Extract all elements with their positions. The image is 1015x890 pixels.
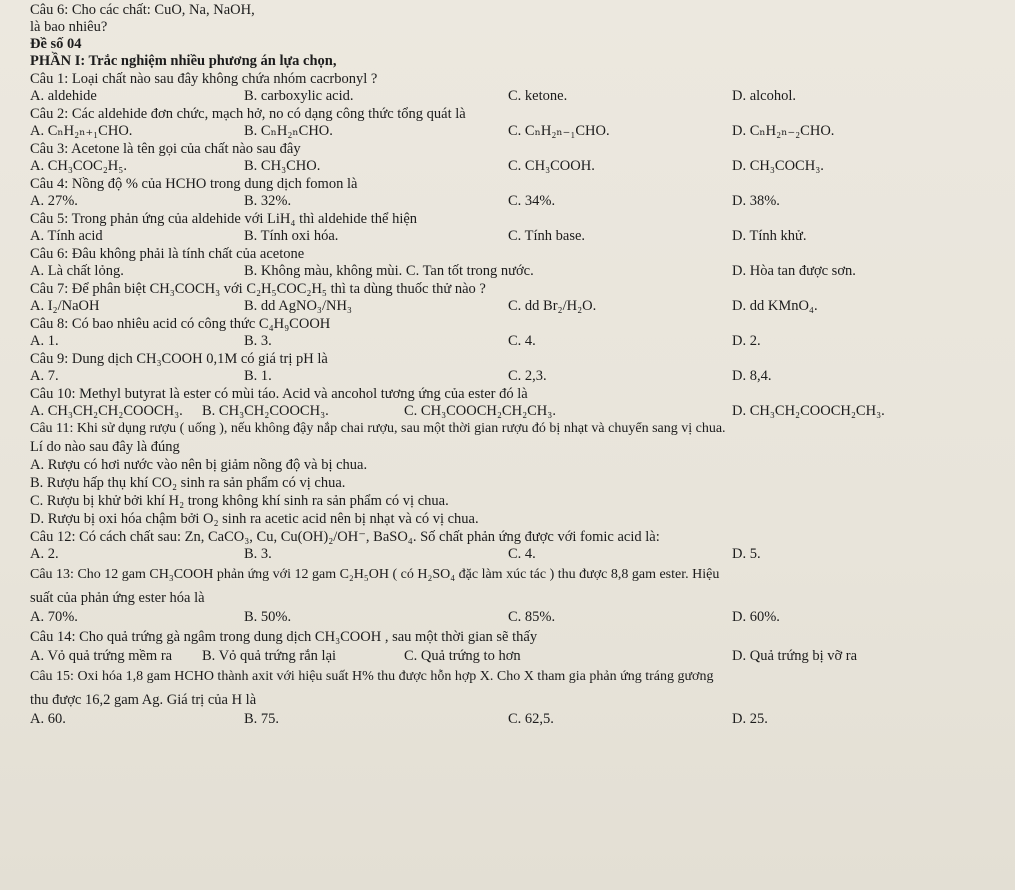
option-d: D. 5.: [732, 546, 761, 562]
option-d: D. CH₃CH₂COOCH₂CH₃.: [732, 403, 885, 419]
option-c: C. ketone.: [508, 88, 568, 104]
option-d: D. CH₃COCH₃.: [732, 158, 824, 174]
option-c: C. CₙH₂ₙ₋₁CHO.: [508, 123, 610, 139]
option-c: C. dd Br₂/H₂O.: [508, 298, 597, 314]
option-b: B. 32%.: [244, 193, 292, 209]
option-c: C. 62,5.: [508, 711, 554, 727]
part-title: PHẦN I: Trắc nghiệm nhiều phương án lựa chọn,: [30, 53, 337, 69]
option-c: C. 4.: [508, 333, 536, 349]
header-top-line: Câu 6: Cho các chất: CuO, Na, NaOH,: [30, 2, 255, 18]
question-8-options: [30, 333, 993, 350]
option-d: D. 8,4.: [732, 368, 772, 384]
question-2-stem: Câu 2: Các aldehide đơn chức, mạch hở, no có dạng công thức tổng quát là: [30, 106, 466, 122]
option-c: C. CH₃COOH.: [508, 158, 595, 174]
option-a: A. aldehide: [30, 88, 97, 104]
option-a: A. 60.: [30, 711, 66, 727]
option-a: A. 70%.: [30, 609, 78, 625]
question-9-stem: Câu 9: Dung dịch CH₃COOH 0,1M có giá trị pH là: [30, 351, 328, 367]
option-a: A. CₙH₂ₙ₊₁CHO.: [30, 123, 133, 139]
question-15-stem: Câu 15: Oxi hóa 1,8 gam HCHO thành axit với hiệu suất H% thu được hỗn hợp X. Cho X tham gia phản ứng tráng gương: [30, 669, 714, 684]
option-b: B. CH₃CHO.: [244, 158, 321, 174]
option-d: D. CₙH₂ₙ₋₂CHO.: [732, 123, 835, 139]
option-c: C. Quả trứng to hơn: [404, 648, 521, 664]
option-a: A. 7.: [30, 368, 59, 384]
option-d: D. 25.: [732, 711, 768, 727]
question-10-stem: Câu 10: Methyl butyrat là ester có mùi táo. Acid và ancohol tương ứng của ester đó là: [30, 386, 528, 402]
option-d: D. Hòa tan được sơn.: [732, 263, 856, 279]
question-4-options: [30, 193, 993, 210]
option-b: B. Tính oxi hóa.: [244, 228, 339, 244]
question-11-option-d: D. Rượu bị oxi hóa chậm bởi O₂ sinh ra acetic acid nên bị nhạt và có vị chua.: [30, 511, 479, 527]
question-13-stem: Câu 13: Cho 12 gam CH₃COOH phản ứng với 12 gam C₂H₅OH ( có H₂SO₄ đặc làm xúc tác ) thu được 8,8 gam ester. Hiệu: [30, 567, 720, 582]
option-a: A. 1.: [30, 333, 59, 349]
option-b: B. 3.: [244, 546, 272, 562]
option-b: B. 50%.: [244, 609, 292, 625]
option-c: C. 34%.: [508, 193, 556, 209]
question-9-options: [30, 368, 993, 385]
question-13-stem-2: suất của phản ứng ester hóa là: [30, 590, 205, 606]
option-b: B. CₙH₂ₙCHO.: [244, 123, 333, 139]
option-b: B. CH₃CH₂COOCH₃.: [202, 403, 329, 419]
question-5-stem: Câu 5: Trong phản ứng của aldehide với LiH₄ thì aldehide thể hiện: [30, 211, 418, 227]
option-a: A. CH₃CH₂CH₂COOCH₃.: [30, 403, 183, 419]
option-c: C. CH₃COOCH₂CH₂CH₃.: [404, 403, 556, 419]
question-12-stem: Câu 12: Có cách chất sau: Zn, CaCO₃, Cu, Cu(OH)₂/OH⁻, BaSO₄. Số chất phản ứng được với fomic acid là:: [30, 529, 660, 545]
question-7-options: [30, 298, 993, 315]
question-1-stem: Câu 1: Loại chất nào sau đây không chứa nhóm cacrbonyl ?: [30, 71, 378, 87]
option-b: B. 3.: [244, 333, 272, 349]
option-d: D. alcohol.: [732, 88, 797, 104]
option-b: B. dd AgNO₃/NH₃: [244, 298, 352, 314]
exam-code: Đề số 04: [30, 36, 82, 52]
option-d: D. dd KMnO₄.: [732, 298, 818, 314]
question-3-options: [30, 158, 993, 175]
question-11-option-b: B. Rượu hấp thụ khí CO₂ sinh ra sản phẩm có vị chua.: [30, 475, 346, 491]
question-12-options: [30, 546, 993, 563]
option-b: B. Vỏ quả trứng rắn lại: [202, 648, 337, 664]
option-b: B. carboxylic acid.: [244, 88, 354, 104]
option-d: D. Quả trứng bị vỡ ra: [732, 648, 858, 664]
question-15-stem-2: thu được 16,2 gam Ag. Giá trị của H là: [30, 692, 257, 708]
question-11-option-a: A. Rượu có hơi nước vào nên bị giảm nồng độ và bị chua.: [30, 457, 368, 473]
question-15-options: [30, 711, 993, 728]
question-13-options: [30, 609, 993, 626]
option-a: A. Vỏ quả trứng mềm ra: [30, 648, 173, 664]
option-a: A. Là chất lỏng.: [30, 263, 124, 279]
option-b: B. 1.: [244, 368, 272, 384]
question-6-options: [30, 263, 993, 280]
option-a: A. 2.: [30, 546, 59, 562]
question-14-options: [30, 648, 993, 665]
option-a: A. 27%.: [30, 193, 78, 209]
question-3-stem: Câu 3: Acetone là tên gọi của chất nào sau đây: [30, 141, 301, 157]
question-11-option-c: C. Rượu bị khử bởi khí H₂ trong không khí sinh ra sản phẩm có vị chua.: [30, 493, 449, 509]
question-5-options: [30, 228, 993, 245]
question-1-options: [30, 88, 993, 105]
option-c: C. 4.: [508, 546, 536, 562]
question-8-stem: Câu 8: Có bao nhiêu acid có công thức C₄H₉COOH: [30, 316, 331, 332]
option-d: D. Tính khử.: [732, 228, 807, 244]
option-a: A. Tính acid: [30, 228, 103, 244]
question-14-stem: Câu 14: Cho quả trứng gà ngâm trong dung dịch CH₃COOH , sau một thời gian sẽ thấy: [30, 629, 538, 645]
option-d: D. 2.: [732, 333, 761, 349]
question-4-stem: Câu 4: Nồng độ % của HCHO trong dung dịch fomon là: [30, 176, 358, 192]
option-a: A. I₂/NaOH: [30, 298, 100, 314]
question-11-stem: Câu 11: Khi sử dụng rượu ( uống ), nếu không đậy nắp chai rượu, sau một thời gian rượu đó bị nhạt và chuyển sang vị chua.: [30, 421, 726, 436]
option-d: D. 60%.: [732, 609, 780, 625]
question-7-stem: Câu 7: Để phân biệt CH₃COCH₃ với C₂H₅COC₂H₅ thì ta dùng thuốc thử nào ?: [30, 281, 486, 297]
option-c: C. 2,3.: [508, 368, 547, 384]
option-c: C. Tính base.: [508, 228, 586, 244]
option-b: B. Không màu, không mùi. C. Tan tốt trong nước.: [244, 263, 534, 279]
question-11-stem-2: Lí do nào sau đây là đúng: [30, 439, 180, 455]
question-10-options: [30, 403, 993, 420]
option-b: B. 75.: [244, 711, 280, 727]
option-d: D. 38%.: [732, 193, 780, 209]
option-a: A. CH₃COC₂H₅.: [30, 158, 127, 174]
option-c: C. 85%.: [508, 609, 556, 625]
question-6-stem: Câu 6: Đâu không phải là tính chất của acetone: [30, 246, 305, 262]
header-top-line-2: là bao nhiêu?: [30, 19, 108, 35]
question-2-options: [30, 123, 993, 140]
